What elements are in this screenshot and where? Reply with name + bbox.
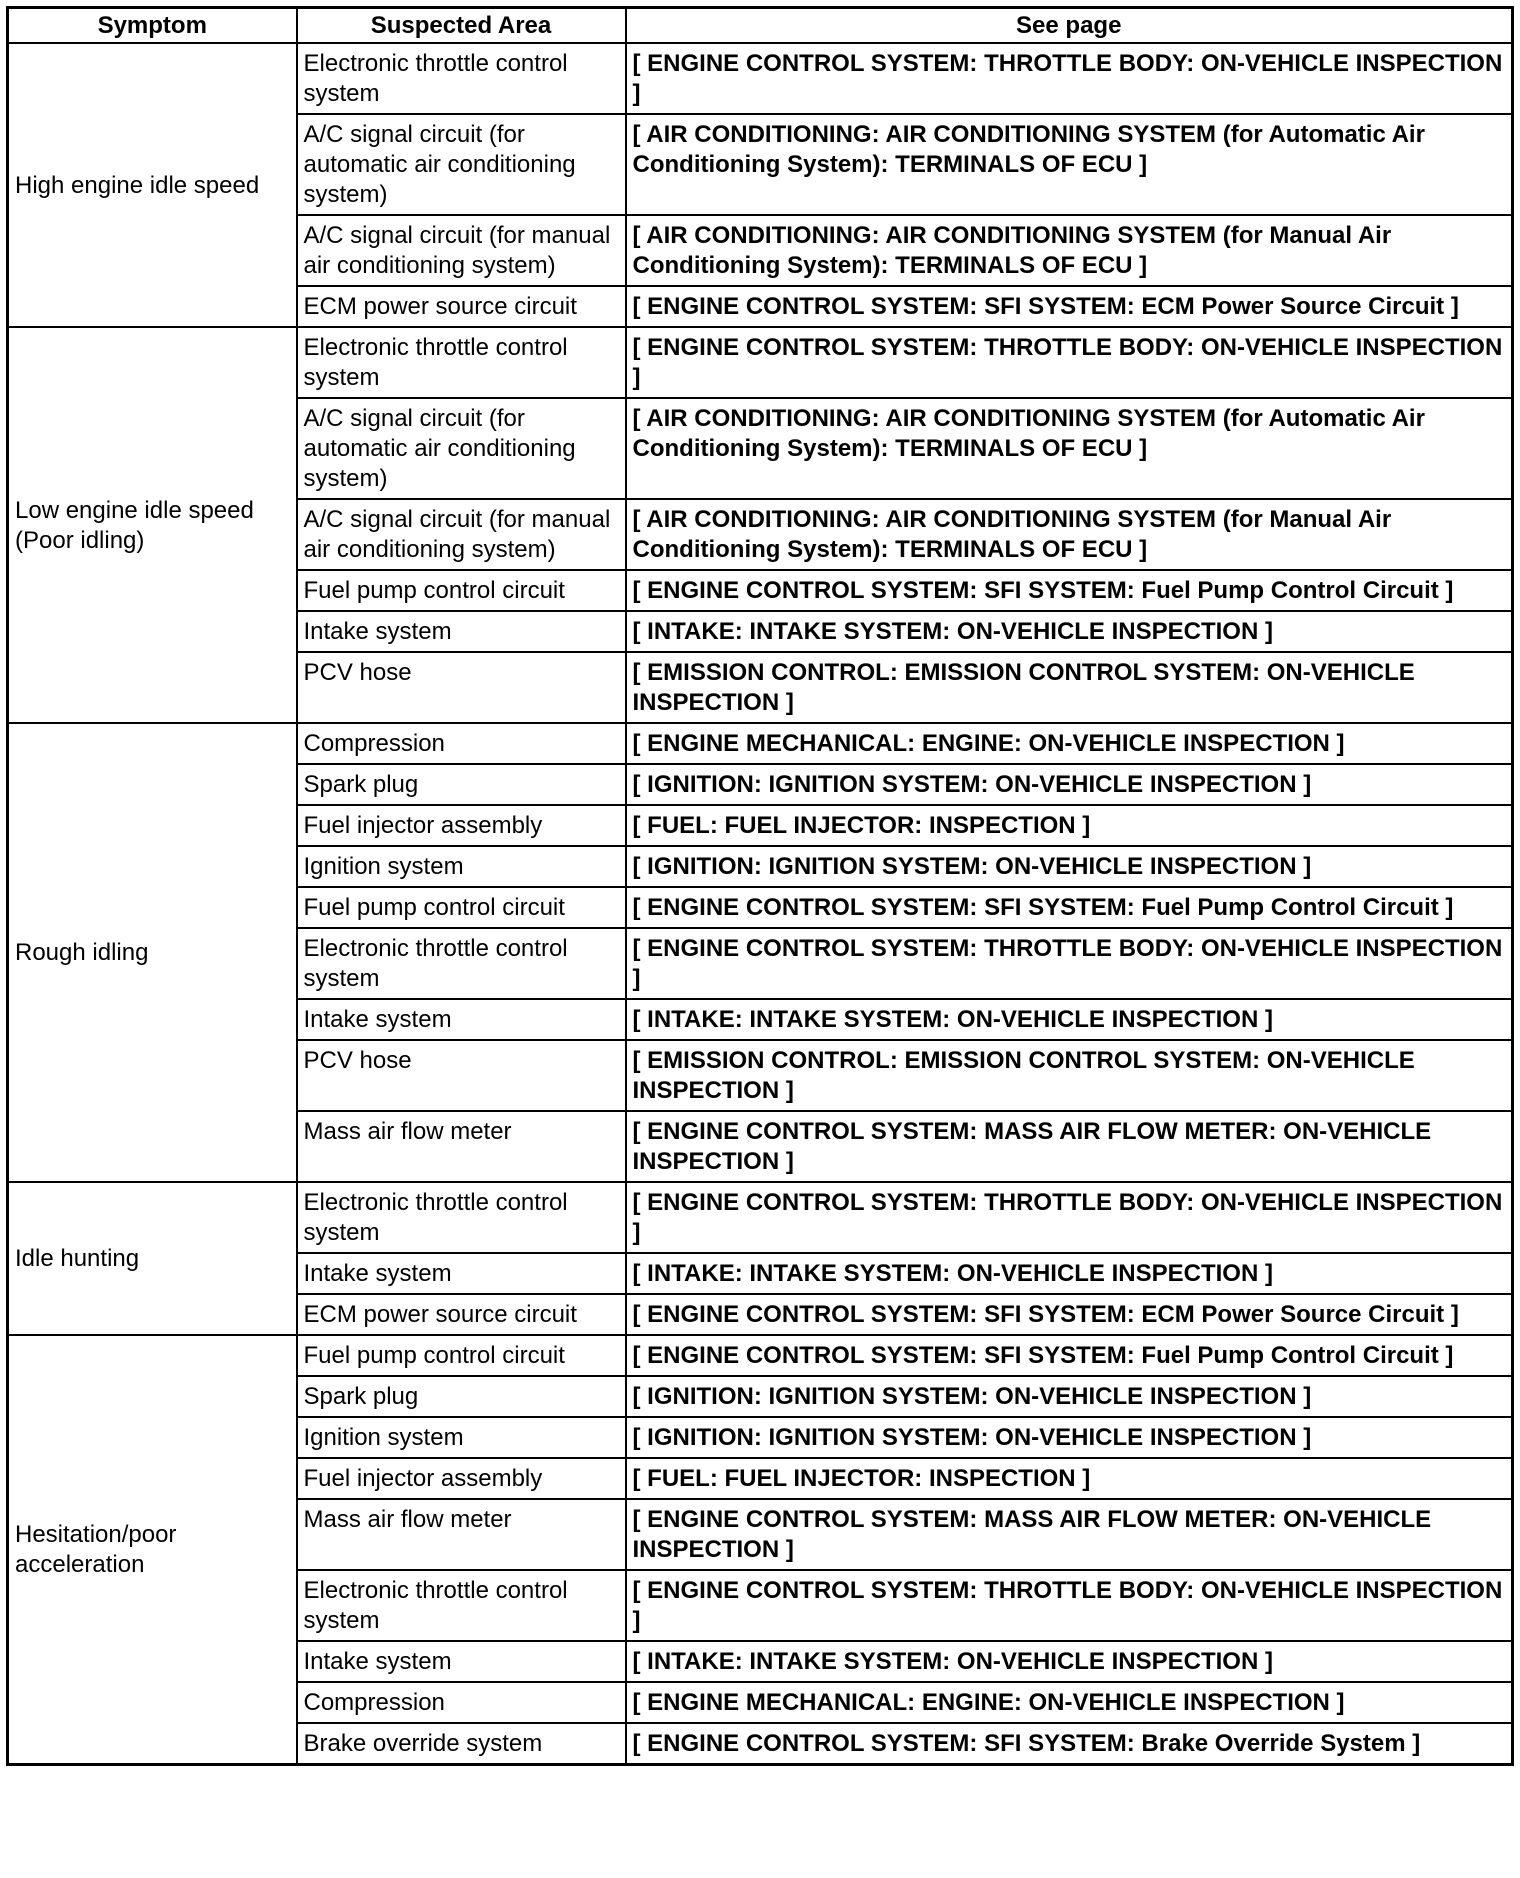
see-page-link[interactable]: [ ENGINE CONTROL SYSTEM: SFI SYSTEM: Fuel Pump Control Circuit ] (626, 887, 1513, 928)
see-page-link[interactable]: [ INTAKE: INTAKE SYSTEM: ON-VEHICLE INSPECTION ] (626, 611, 1513, 652)
suspected-area-cell: Spark plug (297, 764, 626, 805)
see-page-link[interactable]: [ EMISSION CONTROL: EMISSION CONTROL SYSTEM: ON-VEHICLE INSPECTION ] (626, 652, 1513, 723)
suspected-area-cell: A/C signal circuit (for manual air conditioning system) (297, 215, 626, 286)
see-page-link[interactable]: [ INTAKE: INTAKE SYSTEM: ON-VEHICLE INSPECTION ] (626, 1641, 1513, 1682)
header-suspected-area: Suspected Area (297, 8, 626, 44)
suspected-area-cell: Brake override system (297, 1723, 626, 1765)
table-row (8, 1182, 1513, 1253)
see-page-link[interactable]: [ AIR CONDITIONING: AIR CONDITIONING SYSTEM (for Automatic Air Conditioning System): TERMINALS OF ECU ] (626, 398, 1513, 499)
symptom-cell: Idle hunting (8, 1182, 297, 1335)
table-row (8, 327, 1513, 398)
suspected-area-cell: PCV hose (297, 652, 626, 723)
suspected-area-cell: Ignition system (297, 1417, 626, 1458)
see-page-link[interactable]: [ ENGINE CONTROL SYSTEM: THROTTLE BODY: ON-VEHICLE INSPECTION ] (626, 1182, 1513, 1253)
table-row (8, 43, 1513, 114)
see-page-link[interactable]: [ IGNITION: IGNITION SYSTEM: ON-VEHICLE INSPECTION ] (626, 1417, 1513, 1458)
see-page-link[interactable]: [ ENGINE CONTROL SYSTEM: THROTTLE BODY: ON-VEHICLE INSPECTION ] (626, 327, 1513, 398)
suspected-area-cell: Fuel pump control circuit (297, 887, 626, 928)
see-page-link[interactable]: [ AIR CONDITIONING: AIR CONDITIONING SYSTEM (for Automatic Air Conditioning System): TERMINALS OF ECU ] (626, 114, 1513, 215)
see-page-link[interactable]: [ ENGINE CONTROL SYSTEM: THROTTLE BODY: ON-VEHICLE INSPECTION ] (626, 928, 1513, 999)
see-page-link[interactable]: [ IGNITION: IGNITION SYSTEM: ON-VEHICLE INSPECTION ] (626, 1376, 1513, 1417)
table-row (8, 723, 1513, 764)
suspected-area-cell: A/C signal circuit (for automatic air conditioning system) (297, 398, 626, 499)
suspected-area-cell: Fuel injector assembly (297, 1458, 626, 1499)
table-body (8, 43, 1513, 1765)
suspected-area-cell: Fuel pump control circuit (297, 1335, 626, 1376)
suspected-area-cell: Fuel injector assembly (297, 805, 626, 846)
suspected-area-cell: PCV hose (297, 1040, 626, 1111)
symptom-table (6, 6, 1514, 1766)
symptom-cell: Hesitation/poor acceleration (8, 1335, 297, 1765)
suspected-area-cell: ECM power source circuit (297, 1294, 626, 1335)
see-page-link[interactable]: [ ENGINE CONTROL SYSTEM: SFI SYSTEM: Fuel Pump Control Circuit ] (626, 1335, 1513, 1376)
see-page-link[interactable]: [ INTAKE: INTAKE SYSTEM: ON-VEHICLE INSPECTION ] (626, 1253, 1513, 1294)
suspected-area-cell: Intake system (297, 611, 626, 652)
see-page-link[interactable]: [ ENGINE CONTROL SYSTEM: THROTTLE BODY: ON-VEHICLE INSPECTION ] (626, 1570, 1513, 1641)
see-page-link[interactable]: [ ENGINE CONTROL SYSTEM: THROTTLE BODY: ON-VEHICLE INSPECTION ] (626, 43, 1513, 114)
suspected-area-cell: Ignition system (297, 846, 626, 887)
see-page-link[interactable]: [ FUEL: FUEL INJECTOR: INSPECTION ] (626, 805, 1513, 846)
table-header (8, 8, 1513, 44)
see-page-link[interactable]: [ IGNITION: IGNITION SYSTEM: ON-VEHICLE INSPECTION ] (626, 764, 1513, 805)
see-page-link[interactable]: [ ENGINE CONTROL SYSTEM: MASS AIR FLOW METER: ON-VEHICLE INSPECTION ] (626, 1111, 1513, 1182)
suspected-area-cell: Intake system (297, 999, 626, 1040)
suspected-area-cell: Electronic throttle control system (297, 43, 626, 114)
header-row (8, 8, 1513, 44)
suspected-area-cell: Mass air flow meter (297, 1111, 626, 1182)
see-page-link[interactable]: [ ENGINE MECHANICAL: ENGINE: ON-VEHICLE INSPECTION ] (626, 723, 1513, 764)
see-page-link[interactable]: [ ENGINE CONTROL SYSTEM: SFI SYSTEM: ECM Power Source Circuit ] (626, 1294, 1513, 1335)
suspected-area-cell: Compression (297, 1682, 626, 1723)
see-page-link[interactable]: [ ENGINE CONTROL SYSTEM: SFI SYSTEM: ECM Power Source Circuit ] (626, 286, 1513, 327)
header-see-page: See page (626, 8, 1513, 44)
suspected-area-cell: Electronic throttle control system (297, 1182, 626, 1253)
see-page-link[interactable]: [ AIR CONDITIONING: AIR CONDITIONING SYSTEM (for Manual Air Conditioning System): TERMINALS OF ECU ] (626, 215, 1513, 286)
suspected-area-cell: Fuel pump control circuit (297, 570, 626, 611)
see-page-link[interactable]: [ ENGINE CONTROL SYSTEM: SFI SYSTEM: Fuel Pump Control Circuit ] (626, 570, 1513, 611)
suspected-area-cell: Intake system (297, 1253, 626, 1294)
suspected-area-cell: ECM power source circuit (297, 286, 626, 327)
see-page-link[interactable]: [ EMISSION CONTROL: EMISSION CONTROL SYSTEM: ON-VEHICLE INSPECTION ] (626, 1040, 1513, 1111)
see-page-link[interactable]: [ ENGINE CONTROL SYSTEM: SFI SYSTEM: Brake Override System ] (626, 1723, 1513, 1765)
suspected-area-cell: A/C signal circuit (for automatic air conditioning system) (297, 114, 626, 215)
suspected-area-cell: Mass air flow meter (297, 1499, 626, 1570)
symptom-cell: Low engine idle speed (Poor idling) (8, 327, 297, 723)
see-page-link[interactable]: [ ENGINE MECHANICAL: ENGINE: ON-VEHICLE INSPECTION ] (626, 1682, 1513, 1723)
suspected-area-cell: Spark plug (297, 1376, 626, 1417)
symptom-cell: High engine idle speed (8, 43, 297, 327)
see-page-link[interactable]: [ AIR CONDITIONING: AIR CONDITIONING SYSTEM (for Manual Air Conditioning System): TERMINALS OF ECU ] (626, 499, 1513, 570)
see-page-link[interactable]: [ ENGINE CONTROL SYSTEM: MASS AIR FLOW METER: ON-VEHICLE INSPECTION ] (626, 1499, 1513, 1570)
suspected-area-cell: A/C signal circuit (for manual air conditioning system) (297, 499, 626, 570)
suspected-area-cell: Intake system (297, 1641, 626, 1682)
suspected-area-cell: Electronic throttle control system (297, 1570, 626, 1641)
see-page-link[interactable]: [ INTAKE: INTAKE SYSTEM: ON-VEHICLE INSPECTION ] (626, 999, 1513, 1040)
header-symptom: Symptom (8, 8, 297, 44)
see-page-link[interactable]: [ FUEL: FUEL INJECTOR: INSPECTION ] (626, 1458, 1513, 1499)
see-page-link[interactable]: [ IGNITION: IGNITION SYSTEM: ON-VEHICLE INSPECTION ] (626, 846, 1513, 887)
table-row (8, 1335, 1513, 1376)
suspected-area-cell: Electronic throttle control system (297, 928, 626, 999)
suspected-area-cell: Compression (297, 723, 626, 764)
suspected-area-cell: Electronic throttle control system (297, 327, 626, 398)
symptom-cell: Rough idling (8, 723, 297, 1182)
